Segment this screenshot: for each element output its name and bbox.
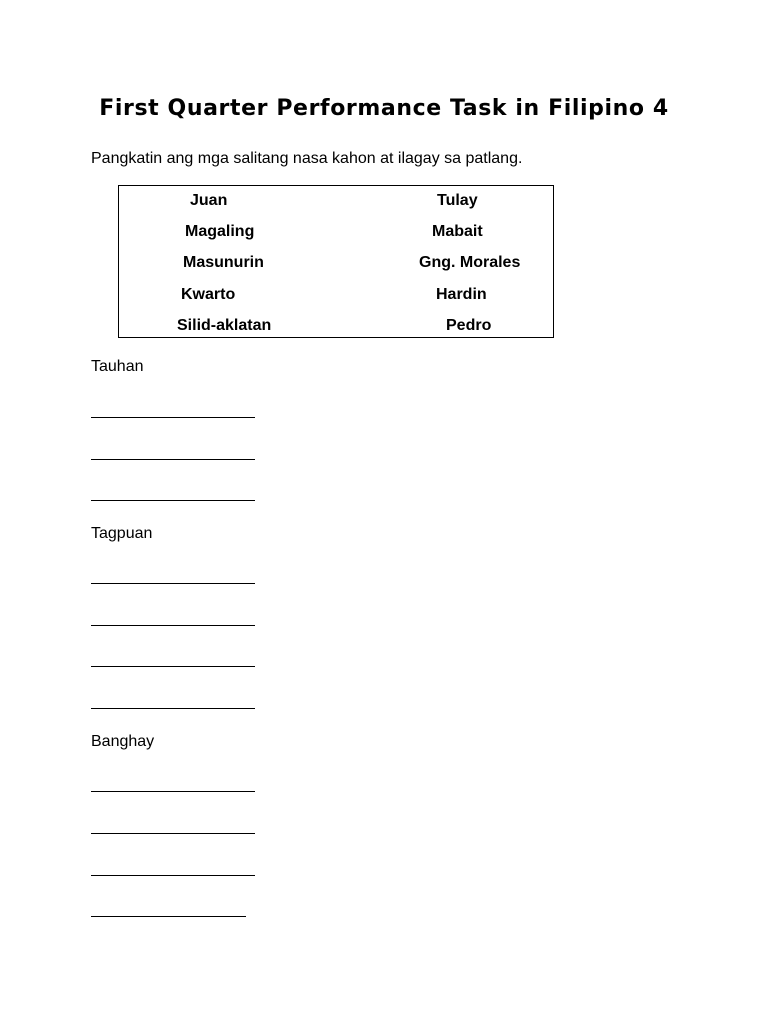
- answer-blank-tagpuan-3[interactable]: [91, 666, 255, 667]
- answer-blank-banghay-1[interactable]: [91, 791, 255, 792]
- word-kwarto: Kwarto: [181, 286, 236, 303]
- answer-blank-tauhan-1[interactable]: [91, 417, 255, 418]
- answer-blank-banghay-3[interactable]: [91, 875, 255, 876]
- answer-blank-banghay-4[interactable]: [91, 916, 246, 917]
- word-magaling: Magaling: [185, 223, 255, 240]
- section-label-banghay: Banghay: [91, 733, 155, 750]
- word-gng-morales: Gng. Morales: [419, 254, 521, 271]
- section-label-tagpuan: Tagpuan: [91, 525, 153, 542]
- answer-blank-banghay-2[interactable]: [91, 833, 255, 834]
- section-label-tauhan: Tauhan: [91, 358, 144, 375]
- answer-blank-tagpuan-1[interactable]: [91, 583, 255, 584]
- answer-blank-tagpuan-2[interactable]: [91, 625, 255, 626]
- word-silid-aklatan: Silid-aklatan: [177, 317, 272, 334]
- word-hardin: Hardin: [436, 286, 487, 303]
- word-masunurin: Masunurin: [183, 254, 264, 271]
- instruction-text: Pangkatin ang mga salitang nasa kahon at ilagay sa patlang.: [91, 150, 523, 167]
- word-mabait: Mabait: [432, 223, 483, 240]
- word-box: [118, 185, 554, 338]
- word-pedro: Pedro: [446, 317, 492, 334]
- worksheet-title: First Quarter Performance Task in Filipino 4: [99, 96, 669, 121]
- answer-blank-tauhan-2[interactable]: [91, 459, 255, 460]
- answer-blank-tagpuan-4[interactable]: [91, 708, 255, 709]
- word-juan: Juan: [190, 192, 228, 209]
- word-tulay: Tulay: [437, 192, 478, 209]
- answer-blank-tauhan-3[interactable]: [91, 500, 255, 501]
